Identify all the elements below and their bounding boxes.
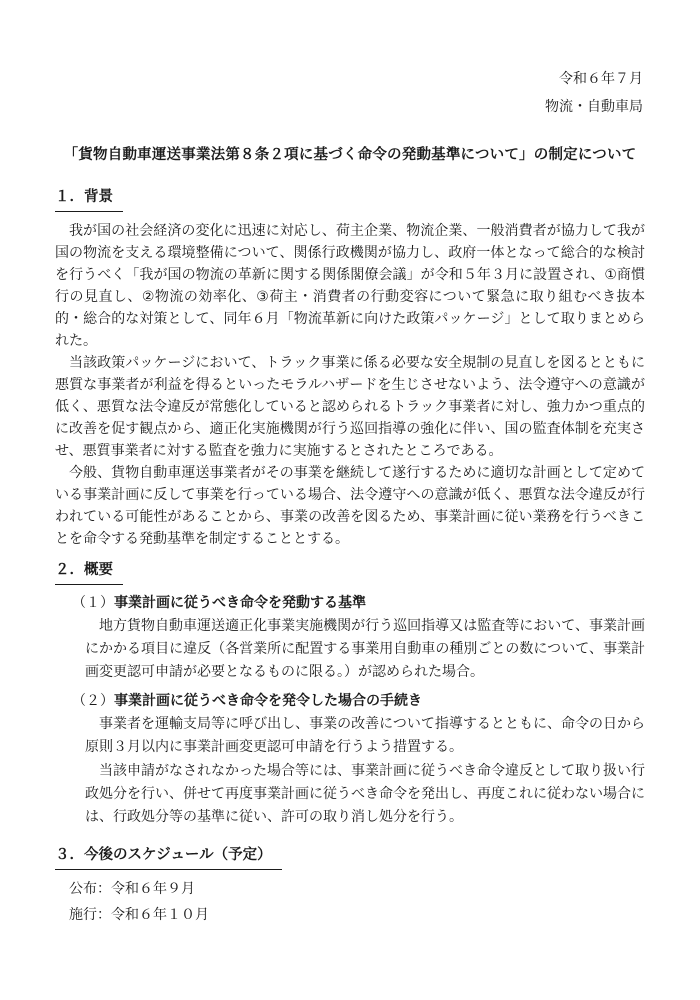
item-1-title: 事業計画に従うべき命令を発動する基準 <box>114 594 366 610</box>
schedule-block <box>69 875 645 927</box>
schedule-publication-line: 公布：令和６年９月 <box>69 880 195 896</box>
section-2-heading-text: ２．概要 <box>55 559 123 585</box>
date-line: 令和６年７月 <box>559 70 643 86</box>
section-1-paragraph-1: 我が国の社会経済の変化に迅速に対応し、荷主企業、物流企業、一般消費者が協力して我が国の物流を支える環境整備について、関係行政機関が協力し、政府一体となって総合的な検討を行うべく「我が国の物流の革新に関する関係閣僚会議」が令和５年３月に設置され、①商慣行の見直し、②物流の効率化、③荷主・消費者の行動変容について緊急に取り組むべき抜本的・総合的な対策として、同年６月「物流革新に向けた政策パッケージ」として取りまとめられた。 <box>55 222 645 348</box>
section-1-heading <box>55 186 645 212</box>
document-title: 「貨物自動車運送事業法第８条２項に基づく命令の発動基準について」の制定について <box>63 147 637 163</box>
item-2-title: 事業計画に従うべき命令を発令した場合の手続き <box>114 692 422 708</box>
schedule-enforcement-line: 施行：令和６年１０月 <box>69 906 209 922</box>
section-3-heading <box>55 844 645 870</box>
item-2-number: （２） <box>72 692 114 708</box>
section-1-heading-text: １．背景 <box>55 186 123 212</box>
section-3-heading-text: ３．今後のスケジュール（予定） <box>55 844 282 870</box>
section-2-item-2-paragraph-1: 事業者を運輸支局等に呼び出し、事業の改善について指導するとともに、命令の日から原則３月以内に事業計画変更認可申請を行うよう措置する。 <box>85 715 645 754</box>
section-1-paragraph-2: 当該政策パッケージにおいて、トラック事業に係る必要な安全規制の見直しを図るとともに悪質な事業者が利益を得るといったモラルハザードを生じさせないよう、法令遵守への意識が低く、悪質な法令違反が常態化していると認められるトラック事業者に対し、強力かつ重点的に改善を促す観点から、適正化実施機関が行う巡回指導の強化に伴い、国の監査体制を充実させ、悪質事業者に対する監査を強力に実施するとされたところである。 <box>55 354 645 458</box>
section-1-paragraph-3: 今般、貨物自動車運送事業者がその事業を継続して遂行するために適切な計画として定めている事業計画に反して事業を行っている場合、法令遵守への意識が低く、悪質な法令違反が行われている可能性があることから、事業の改善を図るため、事業計画に従い業務を行うべきことを命令する発動基準を制定することとする。 <box>55 464 645 546</box>
issuing-bureau: 物流・自動車局 <box>545 98 643 114</box>
section-1-body <box>55 219 645 549</box>
section-2-item-2-heading <box>72 688 645 712</box>
section-2-item-2-paragraph-2: 当該申請がなされなかった場合等には、事業計画に従うべき命令違反として取り扱い行政処分を行い、併せて再度事業計画に従うべき命令を発出し、再度これに従わない場合には、行政処分等の基準に従い、許可の取り消し処分を行う。 <box>85 762 645 824</box>
section-2-item-1-body: 地方貨物自動車運送適正化事業実施機関が行う巡回指導又は監査等において、事業計画にかかる項目に違反（各営業所に配置する事業用自動車の種別ごとの数について、事業計画変更認可申請が必要となるものに限る。）が認められた場合。 <box>85 617 645 679</box>
section-2-heading <box>55 559 645 585</box>
document-meta <box>55 64 645 120</box>
section-2-item-1-heading <box>72 590 645 614</box>
item-1-number: （１） <box>72 594 114 610</box>
